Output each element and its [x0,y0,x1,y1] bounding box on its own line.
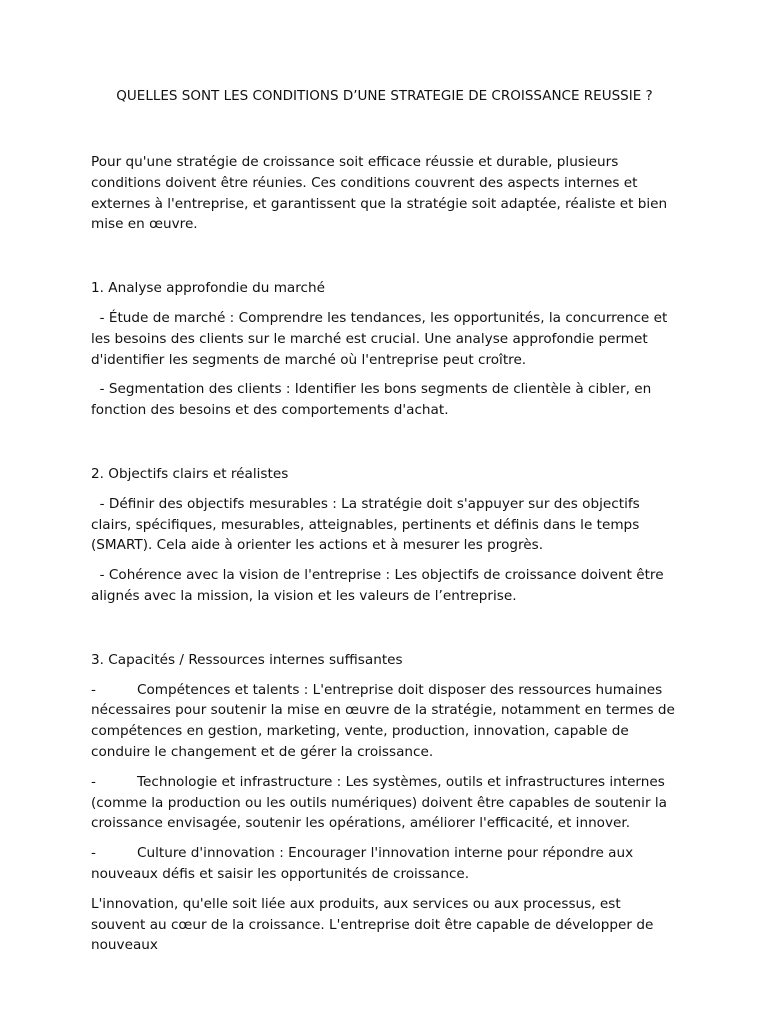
list-item: - Compétences et talents : L'entreprise doit disposer des ressources humaines nécessaires pour soutenir la mise en œuvre de la stratégie, notamment en termes de compétences en gestion, marketing, vente, production, innovation, capable de conduire le changement et de gérer la croissance. [91,681,675,760]
list-dash: - [91,773,96,790]
intro-paragraph: Pour qu'une stratégie de croissance soit efficace réussie et durable, plusieurs conditions doivent être réunies. Ces conditions couvrent des aspects internes et externes à l'entreprise, et garantissent que la stratégie soit adaptée, réaliste et bien mise en œuvre. [91,154,668,233]
list-item: - Cohérence avec la vision de l'entreprise : Les objectifs de croissance doivent être alignés avec la mission, la vision et les valeurs de l’entreprise. [91,567,664,604]
list-dash: - [91,845,96,862]
section-heading-market-analysis: 1. Analyse approfondie du marché [91,280,326,297]
list-dash: - [91,681,96,698]
closing-paragraph: L'innovation, qu'elle soit liée aux produits, aux services ou aux processus, est souvent au cœur de la croissance. L'entreprise doit être capable de développer de nouveaux [91,895,654,954]
list-item: - Culture d'innovation : Encourager l'innovation interne pour répondre aux nouveaux défis et saisir les opportunités de croissance. [91,845,634,882]
list-item: - Technologie et infrastructure : Les systèmes, outils et infrastructures internes (comme la production ou les outils numériques) doivent être capables de soutenir la croissance envisagée, soutenir les opérations, améliorer l'efficacité, et innover. [91,773,667,832]
list-item: - Définir des objectifs mesurables : La stratégie doit s'appuyer sur des objectifs clairs, spécifiques, mesurables, atteignables, pertinents et définis dans le temps (SMART). Cela aide à orienter les actions et à mesurer les progrès. [91,495,640,554]
list-item: - Étude de marché : Comprendre les tendances, les opportunités, la concurrence et les besoins des clients sur le marché est crucial. Une analyse approfondie permet d'identifier les segments de marché où l'entreprise peut croître. [91,309,668,368]
section-heading-objectives: 2. Objectifs clairs et réalistes [91,465,289,482]
section-heading-internal-resources: 3. Capacités / Ressources internes suffisantes [91,651,403,668]
document-title: QUELLES SONT LES CONDITIONS D’UNE STRATEGIE DE CROISSANCE REUSSIE ? [116,88,653,104]
list-item: - Segmentation des clients : Identifier les bons segments de clientèle à cibler, en fonction des besoins et des comportements d'achat. [91,381,652,419]
